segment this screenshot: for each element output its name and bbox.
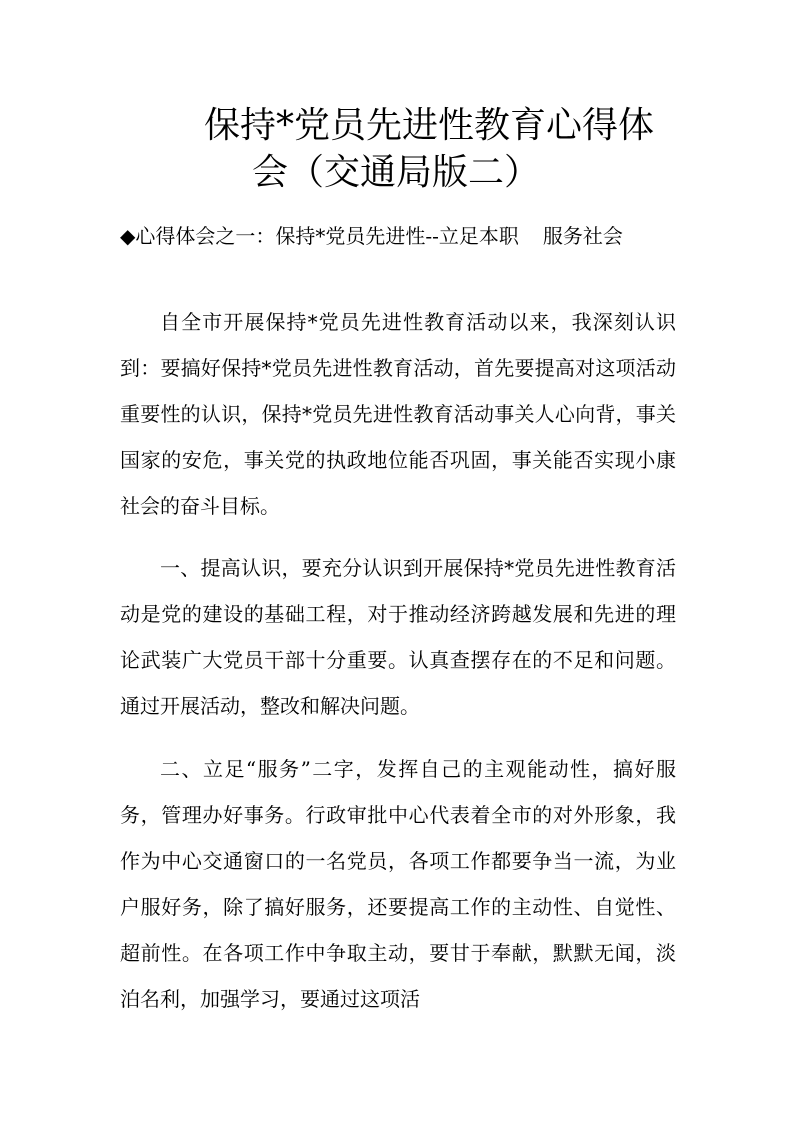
paragraph-point-two: 二、立足“服务”二字，发挥自己的主观能动性，搞好服务，管理办好事务。行政审批中心代表着全市的对外形象，我作为中心交通窗口的一名党员，各项工作都要争当一流，为业户服好务，除了搞好服务，还要提高工作的主动性、自觉性、超前性。在各项工作中争取主动，要甘于奉献，默默无闻，淡泊名利，加强学习，要通过这项活 — [120, 757, 676, 1011]
document-title-line-1: 保持*党员先进性教育心得体 — [204, 105, 655, 146]
section-heading — [120, 222, 623, 250]
paragraph-intro: 自全市开展保持*党员先进性教育活动以来，我深刻认识到：要搞好保持*党员先进性教育活动，首先要提高对这项活动重要性的认识，保持*党员先进性教育活动事关人心向背，事关国家的安危，事关党的执政地位能否巩固，事关能否实现小康社会的奋斗目标。 — [120, 310, 676, 518]
document-title-line-2: 会（交通局版二） — [252, 152, 541, 193]
section-heading-part-1: ◆心得体会之一：保持*党员先进性--立足本职 — [120, 224, 519, 248]
paragraph-point-one: 一、提高认识，要充分认识到开展保持*党员先进性教育活动是党的建设的基础工程，对于推动经济跨越发展和先进的理论武装广大党员干部十分重要。认真查摆存在的不足和问题。通过开展活动，整改和解决问题。 — [120, 556, 676, 718]
section-heading-part-2: 服务社会 — [542, 224, 623, 248]
